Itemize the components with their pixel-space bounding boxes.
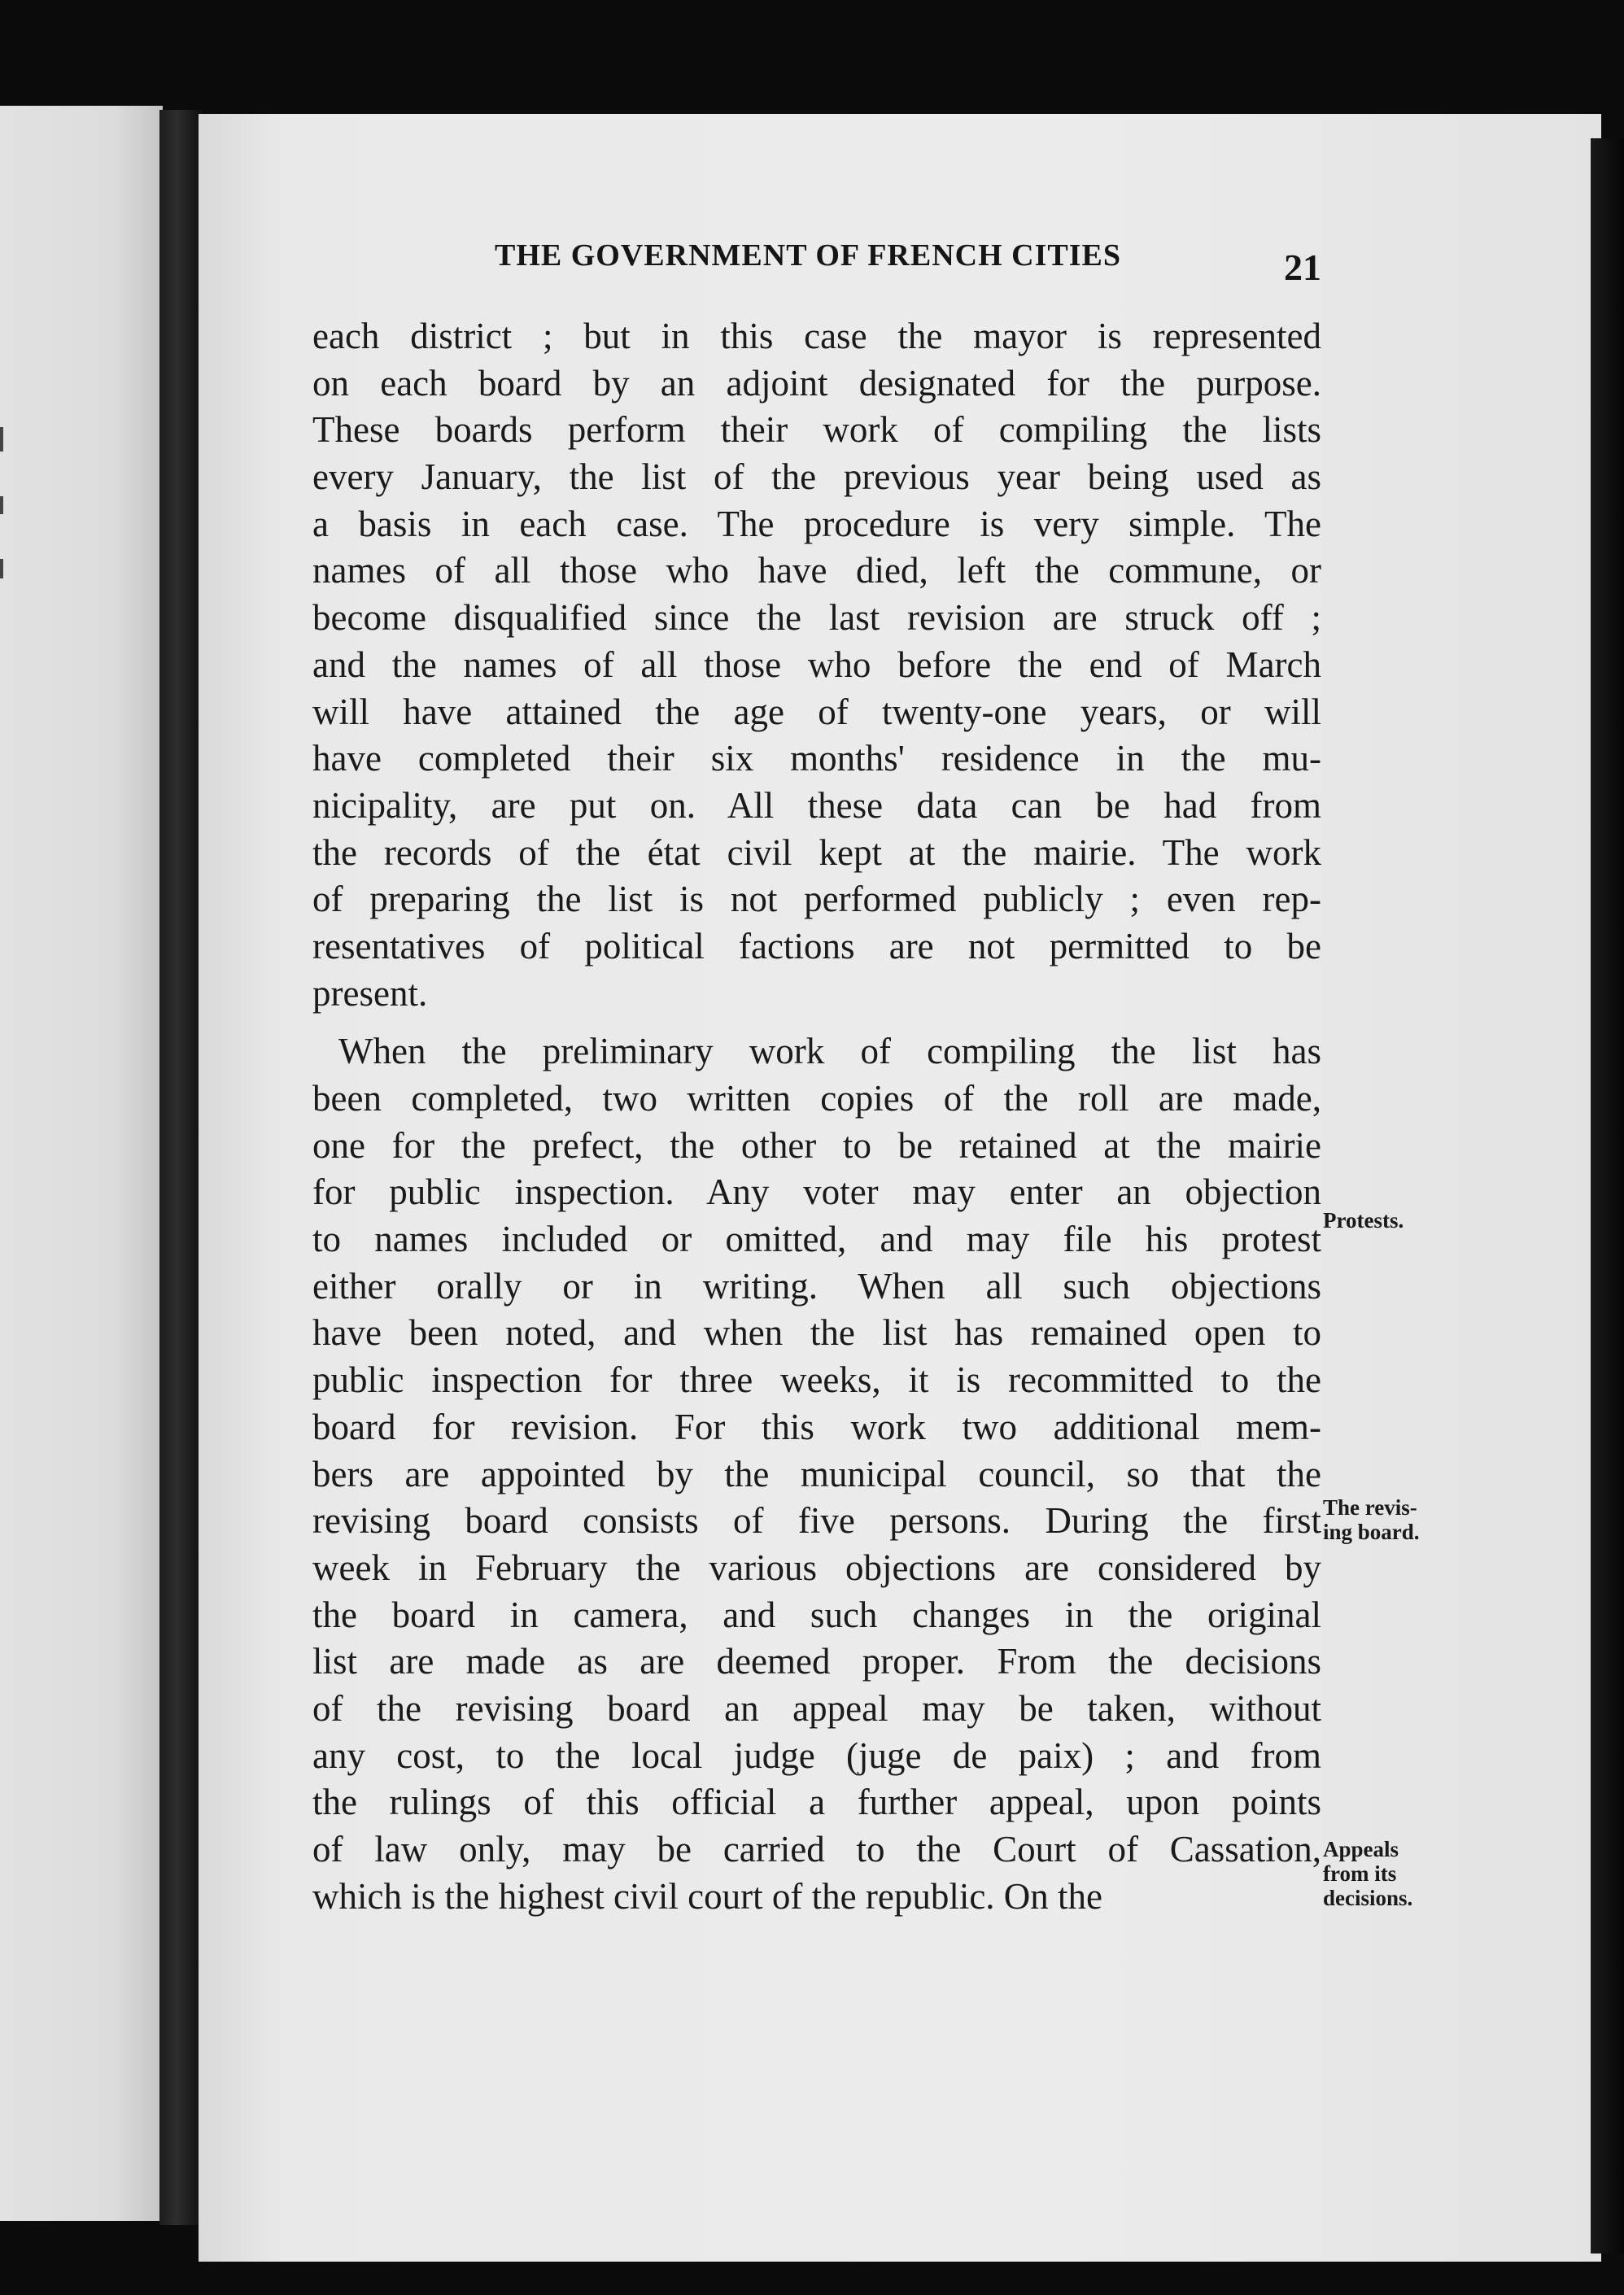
text-line: one for the prefect, the other to be retained at the mairie <box>312 1124 1321 1166</box>
text-line: either orally or in writing. When all such objections <box>312 1265 1321 1307</box>
margin-note-line: Appeals <box>1323 1837 1399 1861</box>
paragraph-1 <box>312 313 1321 1017</box>
facing-page-marks <box>0 427 5 623</box>
text-line: been completed, two written copies of the roll are made, <box>312 1078 1321 1119</box>
text-line: nicipality, are put on. All these data can be had from <box>312 784 1321 826</box>
page-edge-shadow <box>1591 138 1624 2254</box>
text-line: for public inspection. Any voter may enter an objection <box>312 1171 1321 1213</box>
text-line: each district ; but in this case the mayor is represented <box>312 316 1321 356</box>
text-line: public inspection for three weeks, it is recommitted to the <box>312 1359 1321 1401</box>
margin-note-line: decisions. <box>1323 1886 1413 1910</box>
margin-note-protests <box>1323 1208 1404 1233</box>
text-line: These boards perform their work of compiling the lists <box>312 409 1321 451</box>
margin-note-line: Protests. <box>1323 1208 1404 1233</box>
book-gutter <box>159 110 202 2225</box>
text-line: bers are appointed by the municipal council, so that the <box>312 1453 1321 1494</box>
margin-note-line: from its <box>1323 1861 1397 1886</box>
facing-page-edge <box>0 106 163 2221</box>
text-line: revising board consists of five persons. During the first <box>312 1500 1321 1542</box>
text-line: which is the highest civil court of the republic. On the <box>312 1875 1103 1917</box>
text-line: have been noted, and when the list has remained open to <box>312 1312 1321 1354</box>
text-line: every January, the list of the previous year being used as <box>312 456 1321 498</box>
text-line: the records of the état civil kept at the mairie. The work <box>312 831 1321 873</box>
text-line: present. <box>312 972 428 1014</box>
text-line: on each board by an adjoint designated for the purpose. <box>312 362 1321 404</box>
text-line: have completed their six months' residence in the mu- <box>312 738 1321 779</box>
margin-note-appeals <box>1323 1837 1412 1910</box>
margin-note-line: ing board. <box>1323 1520 1420 1544</box>
margin-note-revising-board <box>1323 1495 1420 1544</box>
text-line: list are made as are deemed proper. From the decisions <box>312 1641 1321 1682</box>
text-line: the board in camera, and such changes in the original <box>312 1594 1321 1635</box>
page-number: 21 <box>1284 247 1321 288</box>
text-line: any cost, to the local judge (juge de paix) ; and from <box>312 1734 1321 1776</box>
text-line: the rulings of this official a further appeal, upon points <box>312 1782 1321 1823</box>
paragraph-2 <box>312 1028 1321 1920</box>
text-line: When the preliminary work of compiling the list has <box>338 1031 1321 1072</box>
text-line: board for revision. For this work two additional mem- <box>312 1406 1321 1447</box>
text-line: of preparing the list is not performed publicly ; even rep- <box>312 879 1321 920</box>
text-line: of the revising board an appeal may be taken, without <box>312 1687 1321 1729</box>
body-text <box>312 313 1321 1920</box>
text-line: and the names of all those who before the end of March <box>312 644 1321 685</box>
text-line: resentatives of political factions are not permitted to be <box>312 925 1321 966</box>
text-line: become disqualified since the last revision are struck off ; <box>312 597 1321 639</box>
text-line: names of all those who have died, left the commune, or <box>312 550 1321 591</box>
text-line: of law only, may be carried to the Court of Cassation, <box>312 1829 1321 1870</box>
margin-note-line: The revis- <box>1323 1495 1417 1520</box>
text-line: to names included or omitted, and may file his protest <box>312 1219 1321 1260</box>
text-line: a basis in each case. The procedure is very simple. The <box>312 503 1321 544</box>
text-line: week in February the various objections are considered by <box>312 1547 1321 1588</box>
running-head: THE GOVERNMENT OF FRENCH CITIES <box>495 238 1121 273</box>
text-line: will have attained the age of twenty-one years, or will <box>312 691 1321 732</box>
